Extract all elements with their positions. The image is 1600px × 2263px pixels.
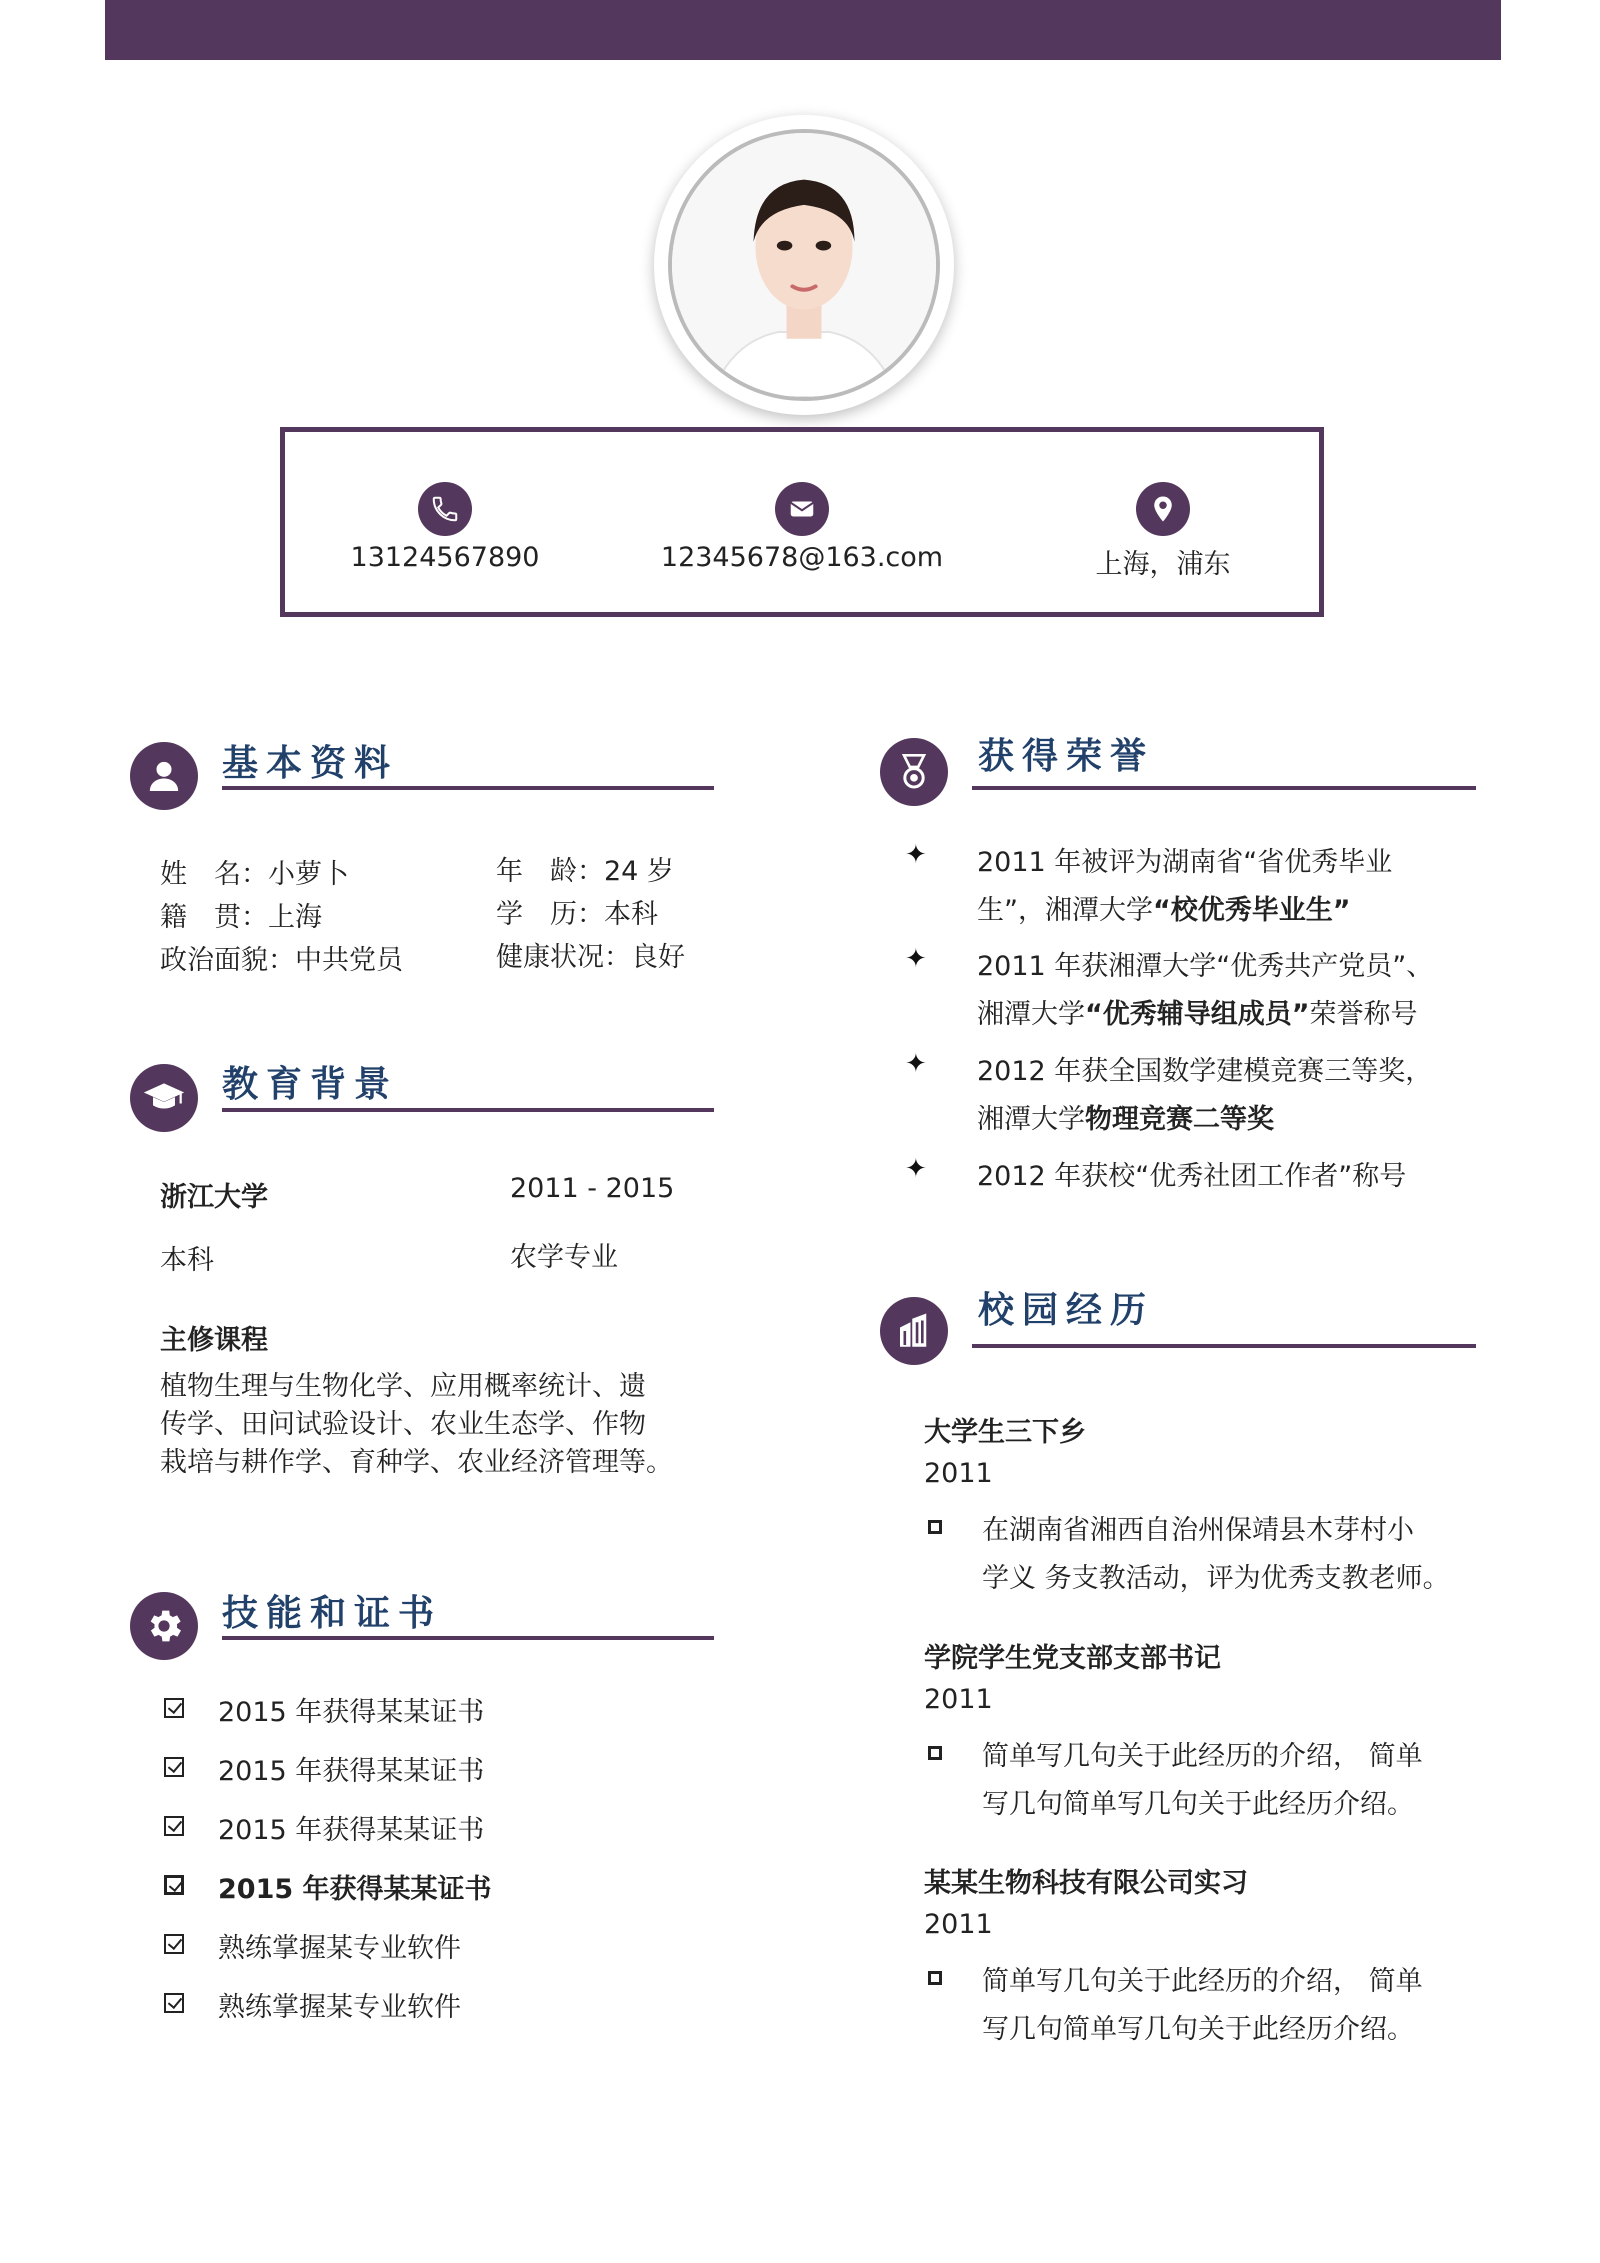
campus-year: 2011 <box>924 1909 993 1940</box>
campus-year: 2011 <box>924 1458 993 1489</box>
checkbox-icon <box>164 1934 184 1954</box>
section-divider <box>222 786 714 790</box>
phone-icon <box>418 482 472 536</box>
honor-line <box>977 888 1351 927</box>
section-divider <box>222 1108 714 1112</box>
honor-text: 生”，湘潭大学 <box>977 895 1153 926</box>
person-icon <box>130 742 198 810</box>
checkbox-icon <box>164 1698 184 1718</box>
campus-title: 某某生物科技有限公司实习 <box>924 1868 1248 1899</box>
honor-line: 2012 年获全国数学建模竞赛三等奖， <box>977 1056 1433 1087</box>
square-bullet-icon <box>928 1520 942 1534</box>
top-banner <box>105 0 1501 60</box>
courses-line: 栽培与耕作学、育种学、农业经济管理等。 <box>160 1447 673 1478</box>
contact-location <box>1003 432 1323 612</box>
section-title-basic: 基本资料 <box>222 743 399 784</box>
honor-text: 湘潭大学 <box>977 1104 1085 1135</box>
gear-icon <box>130 1592 198 1660</box>
skill-text: 2015 年获得某某证书 <box>218 1756 485 1787</box>
honor-line <box>977 1097 1274 1136</box>
campus-title: 学院学生党支部支部书记 <box>924 1643 1221 1674</box>
skill-text: 2015 年获得某某证书 <box>218 1815 485 1846</box>
checkbox-icon <box>164 1816 184 1836</box>
courses-line: 传学、田问试验设计、农业生态学、作物 <box>160 1409 646 1440</box>
campus-desc: 简单写几句关于此经历的介绍， 简单 <box>982 1741 1423 1772</box>
contact-box <box>280 427 1324 617</box>
email-icon <box>775 482 829 536</box>
sparkle-bullet-icon: ✦ <box>905 944 927 974</box>
courses-line: 植物生理与生物化学、应用概率统计、遗 <box>160 1371 646 1402</box>
campus-desc: 学义 务支教活动，评为优秀支教老师。 <box>982 1563 1450 1594</box>
phone-number: 13124567890 <box>350 542 540 573</box>
courses-title: 主修课程 <box>160 1325 268 1356</box>
sparkle-bullet-icon: ✦ <box>905 1049 927 1079</box>
basic-origin: 籍 贯：上海 <box>160 902 322 933</box>
medal-icon <box>880 738 948 806</box>
basic-name: 姓 名：小萝卜 <box>160 859 349 890</box>
campus-title: 大学生三下乡 <box>924 1417 1086 1448</box>
basic-age: 年 龄：24 岁 <box>496 856 674 887</box>
section-title-campus: 校园经历 <box>978 1290 1155 1331</box>
courses-list <box>160 1368 720 1482</box>
location-text: 上海，浦东 <box>1095 549 1231 580</box>
honor-line: 2012 年获校“优秀社团工作者”称号 <box>977 1161 1407 1192</box>
honor-highlight: “校优秀毕业生” <box>1153 895 1351 926</box>
location-pin-icon <box>1136 482 1190 536</box>
basic-politics: 政治面貌：中共党员 <box>160 945 403 976</box>
profile-photo-frame <box>654 115 954 415</box>
honor-line: 2011 年被评为湖南省“省优秀毕业 <box>977 847 1393 878</box>
campus-year: 2011 <box>924 1684 993 1715</box>
campus-desc: 在湖南省湘西自治州保靖县木芽村小 <box>982 1515 1414 1546</box>
profile-photo <box>668 129 940 401</box>
section-title-honors: 获得荣誉 <box>978 736 1155 777</box>
education-level: 本科 <box>160 1245 214 1276</box>
honor-highlight: 物理竞赛二等奖 <box>1085 1104 1274 1135</box>
skill-text: 2015 年获得某某证书 <box>218 1697 485 1728</box>
section-divider <box>972 786 1476 790</box>
contact-phone <box>285 432 605 612</box>
honor-line: 2011 年获湘潭大学“优秀共产党员”、 <box>977 951 1434 982</box>
graduation-cap-icon <box>130 1064 198 1132</box>
education-major: 农学专业 <box>510 1242 618 1273</box>
square-bullet-icon <box>928 1971 942 1985</box>
portrait-image <box>672 133 936 397</box>
sparkle-bullet-icon: ✦ <box>905 840 927 870</box>
square-bullet-icon <box>928 1746 942 1760</box>
honor-text: 湘潭大学 <box>977 999 1085 1030</box>
campus-desc: 简单写几句关于此经历的介绍， 简单 <box>982 1966 1423 1997</box>
basic-degree: 学 历：本科 <box>496 899 658 930</box>
basic-health: 健康状况：良好 <box>496 942 685 973</box>
honor-line <box>977 992 1418 1031</box>
email-address: 12345678@163.com <box>660 542 944 573</box>
checkbox-icon <box>164 1993 184 2013</box>
campus-desc: 写几句简单写几句关于此经历介绍。 <box>982 2014 1414 2045</box>
section-divider <box>222 1636 714 1640</box>
campus-desc: 写几句简单写几句关于此经历介绍。 <box>982 1789 1414 1820</box>
honor-text: 荣誉称号 <box>1309 999 1418 1030</box>
checkbox-icon <box>164 1875 184 1895</box>
sparkle-bullet-icon: ✦ <box>905 1154 927 1184</box>
section-title-education: 教育背景 <box>222 1064 399 1105</box>
building-icon <box>880 1297 948 1365</box>
education-school: 浙江大学 <box>160 1182 268 1213</box>
section-title-skills: 技能和证书 <box>222 1593 443 1634</box>
section-divider <box>972 1344 1476 1348</box>
education-years: 2011 - 2015 <box>510 1173 675 1204</box>
skill-text: 熟练掌握某专业软件 <box>218 1992 461 2023</box>
skill-text: 熟练掌握某专业软件 <box>218 1933 461 1964</box>
skill-text: 2015 年获得某某证书 <box>218 1874 492 1905</box>
checkbox-icon <box>164 1757 184 1777</box>
contact-email <box>642 432 962 612</box>
honor-highlight: “优秀辅导组成员” <box>1085 999 1310 1030</box>
